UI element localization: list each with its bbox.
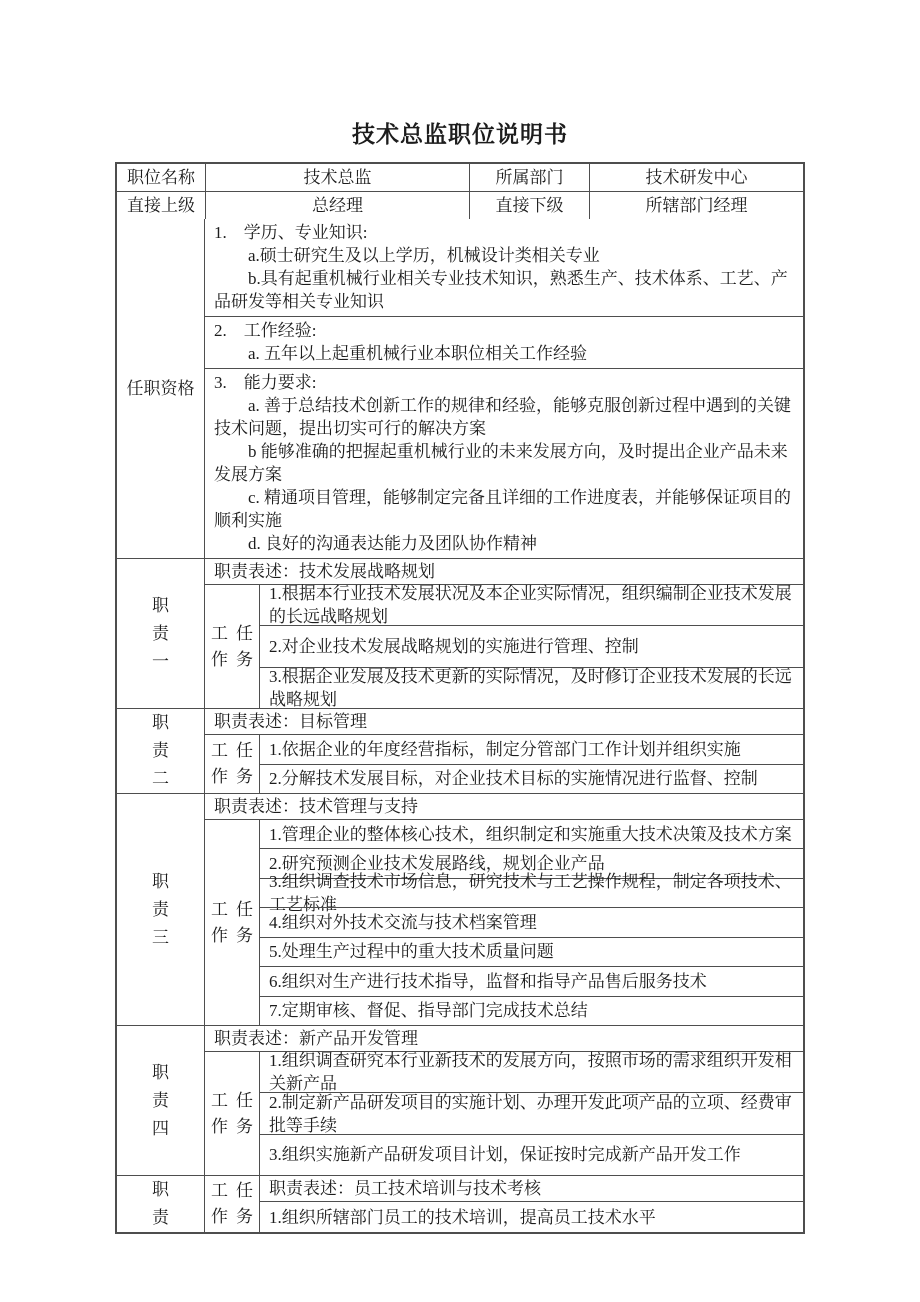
task-item: 1.组织调查研究本行业新技术的发展方向，按照市场的需求组织开发相关新产品 — [269, 1051, 792, 1094]
duty-content — [260, 1176, 803, 1232]
task-item: 4.组织对外技术交流与技术档案管理 — [260, 907, 803, 936]
task-item: 2.分解技术发展目标，对企业技术目标的实施情况进行监督、控制 — [260, 764, 803, 794]
duty-content — [205, 559, 803, 708]
duty-label: 职 责 — [117, 1176, 205, 1232]
duty-content — [205, 709, 803, 793]
task-item: 1.根据本行业技术发展状况及本企业实际情况，组织编制企业技术发展的长远战略规划 — [269, 584, 792, 627]
info-label: 所属部门 — [469, 164, 589, 191]
qualification-section — [205, 219, 803, 316]
qualifications-content — [205, 219, 803, 558]
qualification-item: a. 善于总结技术创新工作的规律和经验，能够克服创新过程中遇到的关键技术问题，提出切实可行的解决方案 — [214, 396, 792, 438]
qualification-item: d. 良好的沟通表达能力及团队协作精神 — [248, 534, 537, 553]
duty-body — [205, 820, 803, 1025]
task-item: 2.对企业技术发展战略规划的实施进行管理、控制 — [260, 625, 803, 666]
duty-description: 职责表述：技术管理与支持 — [205, 794, 803, 820]
duty-content — [205, 1026, 803, 1175]
duty-description: 职责表述：新产品开发管理 — [205, 1026, 803, 1052]
qualification-item: c. 精通项目管理，能够制定完备且详细的工作进度表，并能够保证项目的顺利实施 — [214, 488, 792, 530]
job-description-table — [115, 162, 805, 1234]
task-column-label: 工作 任务 — [205, 1176, 260, 1232]
duty-rows — [117, 558, 803, 1232]
duty-row — [117, 1175, 803, 1232]
duty-description: 职责表述：技术发展战略规划 — [205, 559, 803, 585]
task-column-label: 工作 任务 — [205, 1052, 260, 1175]
qualification-item: 2. 工作经验: — [214, 321, 317, 340]
duty-body — [205, 735, 803, 793]
info-value: 技术总监 — [205, 164, 469, 191]
task-list — [260, 1052, 803, 1175]
task-list — [260, 820, 803, 1025]
duty-label: 职 责 三 — [117, 794, 205, 1025]
task-item: 3.组织实施新产品研发项目计划，保证按时完成新产品开发工作 — [260, 1134, 803, 1175]
qualifications-row — [117, 219, 803, 558]
info-row — [117, 164, 803, 191]
task-list — [260, 735, 803, 793]
info-value: 技术研发中心 — [589, 164, 803, 191]
task-item: 1.管理企业的整体核心技术，组织制定和实施重大技术决策及技术方案 — [269, 824, 792, 844]
qualification-section — [205, 316, 803, 368]
document-title: 技术总监职位说明书 — [352, 121, 568, 147]
duty-description: 职责表述：目标管理 — [205, 709, 803, 735]
duty-label: 职 责 一 — [117, 559, 205, 708]
duty-label: 职 责 四 — [117, 1026, 205, 1175]
task-item: 3.根据企业发展及技术更新的实际情况，及时修订企业技术发展的长远战略规划 — [260, 667, 803, 708]
task-column-label: 工作 任务 — [205, 820, 260, 1025]
task-item: 2.研究预测企业技术发展路线，规划企业产品 — [260, 848, 803, 877]
duty-row — [117, 708, 803, 793]
qualification-item: b 能够准确的把握起重机械行业的未来发展方向，及时提出企业产品未来发展方案 — [214, 442, 788, 484]
task-item: 5.处理生产过程中的重大技术质量问题 — [260, 937, 803, 966]
duty-row — [117, 793, 803, 1025]
info-row — [117, 191, 803, 219]
qualifications-label: 任职资格 — [117, 219, 205, 558]
task-item: 7.定期审核、督促、指导部门完成技术总结 — [260, 996, 803, 1025]
duty-label: 职 责 二 — [117, 709, 205, 793]
duty-body — [205, 1052, 803, 1175]
qualification-item: b.具有起重机械行业相关专业技术知识，熟悉生产、技术体系、工艺、产品研发等相关专业知识 — [214, 269, 788, 311]
duty-content — [205, 794, 803, 1025]
duty-row — [117, 558, 803, 708]
task-item: 2.制定新产品研发项目的实施计划、办理开发此项产品的立项、经费审批等手续 — [260, 1092, 803, 1133]
info-value: 总经理 — [205, 192, 469, 219]
qualification-item: 3. 能力要求: — [214, 373, 317, 392]
task-column-label: 工作 任务 — [205, 585, 260, 708]
task-item: 1.依据企业的年度经营指标，制定分管部门工作计划并组织实施 — [269, 739, 741, 759]
duty-body — [205, 585, 803, 708]
duty-row — [117, 1025, 803, 1175]
qualification-item: 1. 学历、专业知识: — [214, 223, 368, 242]
info-value: 所辖部门经理 — [589, 192, 803, 219]
qualification-item: a. 五年以上起重机械行业本职位相关工作经验 — [248, 344, 588, 363]
duty-description: 职责表述：员工技术培训与技术考核 — [260, 1176, 803, 1202]
info-rows — [117, 164, 803, 219]
qualification-section — [205, 368, 803, 558]
task-item: 3.组织调查技术市场信息，研究技术与工艺操作规程，制定各项技术、工艺标准 — [260, 878, 803, 907]
task-item: 1.组织所辖部门员工的技术培训，提高员工技术水平 — [269, 1207, 656, 1227]
task-column-label: 工作 任务 — [205, 735, 260, 793]
task-list — [260, 585, 803, 708]
info-label: 职位名称 — [127, 168, 195, 187]
info-label: 直接上级 — [127, 196, 195, 215]
task-item: 6.组织对生产进行技术指导，监督和指导产品售后服务技术 — [260, 966, 803, 995]
qualification-item: a.硕士研究生及以上学历，机械设计类相关专业 — [248, 246, 600, 265]
info-label: 直接下级 — [469, 192, 589, 219]
